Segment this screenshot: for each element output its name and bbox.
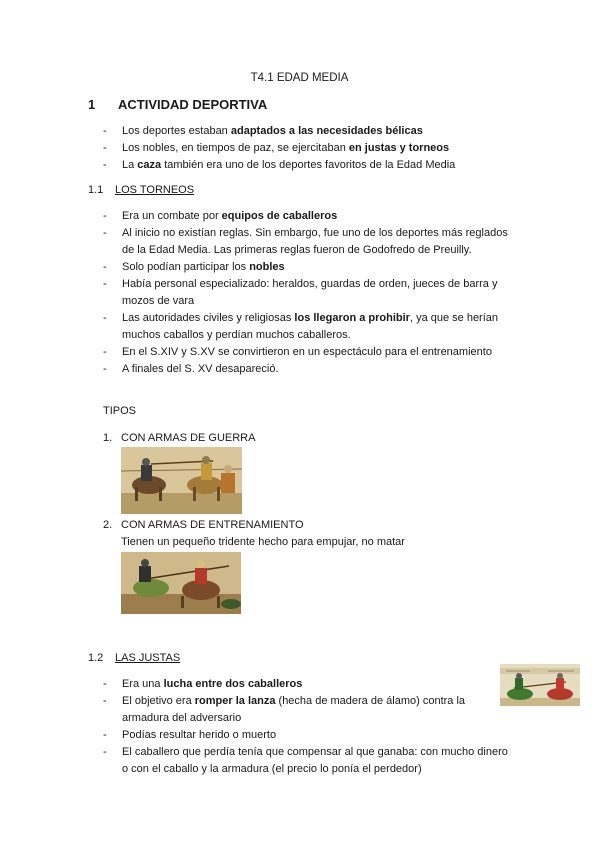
section-1-1-title: LOS TORNEOS — [115, 184, 195, 196]
bullet-emphasis: los llegaron a prohibir — [294, 312, 410, 324]
section-1-bullets — [103, 123, 503, 174]
bullet-text: La — [122, 159, 138, 171]
bullet-text: En el S.XIV y S.XV se convirtieron en un espectáculo para el entrenamiento — [122, 346, 492, 358]
bullet-text: Solo podían participar los — [122, 261, 250, 273]
bullet-item — [103, 344, 508, 361]
tipos-label: TIPOS — [103, 405, 137, 417]
bullet-text: Era un combate por — [122, 210, 222, 222]
bullet-text: Las autoridades civiles y religiosas — [122, 312, 295, 324]
tipo-number: 1. — [103, 432, 113, 444]
tipo-label: CON ARMAS DE ENTRENAMIENTO — [121, 519, 304, 531]
section-1-2-number: 1.2 — [88, 652, 104, 664]
bullet-text: Los nobles, en tiempos de paz, se ejercitaban — [122, 142, 349, 154]
section-1-1-bullets — [103, 208, 508, 378]
section-1-2-title: LAS JUSTAS — [115, 652, 181, 664]
bullet-item — [103, 225, 508, 259]
bullet-item — [103, 310, 508, 344]
bullet-emphasis: equipos de caballeros — [221, 210, 338, 222]
bullet-item — [103, 361, 508, 378]
joust-image — [500, 664, 580, 706]
bullet-item — [103, 727, 508, 744]
bullet-text: El objetivo era — [122, 695, 195, 707]
section-1-2-heading — [88, 652, 180, 664]
tipo-label: CON ARMAS DE GUERRA — [121, 432, 256, 444]
bullet-text: Los deportes estaban — [122, 125, 231, 137]
section-1-title: ACTIVIDAD DEPORTIVA — [118, 97, 268, 112]
tipos-list-2 — [103, 517, 503, 551]
bullet-item — [103, 208, 508, 225]
war-tournament-image — [121, 447, 242, 514]
section-1-1-number: 1.1 — [88, 184, 104, 196]
bullet-text: también era uno de los deportes favoritos de la Edad Media — [161, 159, 456, 171]
section-1-heading — [88, 97, 267, 112]
bullet-item — [103, 123, 503, 140]
bullet-text: Al inicio no existían reglas. Sin embargo, fue uno de los deportes más reglados de la Edad Media. Las primeras reglas fueron de Godofredo de Preuilly. — [122, 227, 508, 256]
bullet-item — [103, 140, 503, 157]
bullet-item — [103, 276, 508, 310]
bullet-text: A finales del S. XV desapareció. — [122, 363, 279, 375]
bullet-text: Podías resultar herido o muerto — [122, 729, 277, 741]
bullet-text: El caballero que perdía tenía que compensar al que ganaba: con mucho dinero o con el caballo y la armadura (el precio lo ponía el perdedor) — [122, 746, 508, 775]
bullet-text: Era una — [122, 678, 164, 690]
bullet-text: (hecha de madera de álamo) contra la armadura del adversario — [122, 695, 466, 724]
bullet-text: Había personal especializado: heraldos, guardas de orden, jueces de barra y mozos de vara — [122, 278, 498, 307]
bullet-emphasis: caza — [137, 159, 162, 171]
bullet-item — [103, 157, 503, 174]
tipo-number: 2. — [103, 519, 113, 531]
tipo-item — [103, 517, 503, 551]
training-tournament-image — [121, 552, 241, 614]
section-1-number: 1 — [88, 97, 96, 112]
bullet-text: , ya que se herían muchos caballos y perdían muchos caballeros. — [122, 312, 499, 341]
section-1-1-heading — [88, 184, 194, 196]
bullet-item — [103, 693, 508, 727]
bullet-emphasis: en justas y torneos — [348, 142, 450, 154]
section-1-2-bullets — [103, 676, 508, 778]
bullet-emphasis: lucha entre dos caballeros — [163, 678, 303, 690]
tipo-description: Tienen un pequeño tridente hecho para empujar, no matar — [121, 536, 405, 548]
bullet-emphasis: romper la lanza — [194, 695, 276, 707]
bullet-emphasis: adaptados a las necesidades bélicas — [230, 125, 423, 137]
tipos-list — [103, 430, 503, 447]
bullet-emphasis: nobles — [249, 261, 285, 273]
bullet-item — [103, 744, 508, 778]
bullet-item — [103, 259, 508, 276]
bullet-item — [103, 676, 508, 693]
document-title: T4.1 EDAD MEDIA — [250, 72, 349, 84]
tipo-item — [103, 430, 503, 447]
